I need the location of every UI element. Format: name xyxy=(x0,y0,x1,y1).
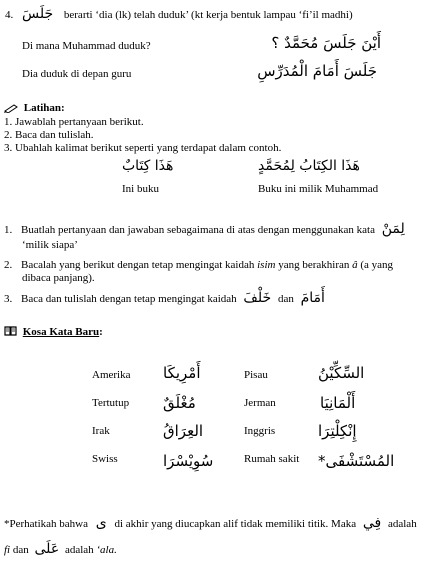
task-3-arabic-1: خَلْفَ xyxy=(243,290,272,306)
latihan-example-left-latin: Ini buku xyxy=(122,183,159,195)
task-1-text: Buatlah pertanyaan dan jawaban sebagaimana di atas dengan menggunakan kata xyxy=(21,224,375,236)
example-arabic-2: جَلَسَ أَمَامَ الْمُدَرِّسِ xyxy=(257,62,377,80)
note-ala: ‘ala. xyxy=(96,544,117,556)
note-arabic-ya: ى xyxy=(95,515,107,531)
note-fi: fi xyxy=(4,544,11,556)
vocab-left-latin-4: Swiss xyxy=(92,453,118,465)
vocab-right-latin-2: Jerman xyxy=(244,397,276,409)
vocab-right-arabic-4: المُسْتَشْفَى* xyxy=(318,452,395,470)
intro-number: 4. xyxy=(5,9,14,21)
note-arabic-ala: عَلَى xyxy=(34,541,60,557)
task-3-number: 3. xyxy=(4,293,13,305)
vocab-left-arabic-2: مُغْلَقٌ xyxy=(163,394,196,412)
example-latin-1: Di mana Muhammad duduk? xyxy=(22,40,151,52)
intro-text: berarti ‘dia (lk) telah duduk’ (kt kerja bentuk lampau ‘fi’il madhi) xyxy=(63,9,353,21)
intro-arabic: جَلَسَ xyxy=(22,6,54,22)
vocab-left-latin-2: Tertutup xyxy=(92,397,130,409)
task-2-text-c: yang berakhiran xyxy=(278,259,350,271)
latihan-title: Latihan: xyxy=(23,102,65,114)
vocab-right-latin-3: Inggris xyxy=(244,425,276,437)
task-3-arabic-2: أَمَامَ xyxy=(300,290,325,306)
latihan-example-left-arabic: هَذَا كِتَابٌ xyxy=(122,158,174,174)
task-2-line2: dibaca panjang). xyxy=(22,272,95,284)
task-3-text-a: Baca dan tulislah dengan tetap mengingat kaidah xyxy=(21,293,237,305)
vocab-right-latin-4: Rumah sakit xyxy=(244,453,300,465)
kosa-heading xyxy=(4,326,103,338)
example-latin-2: Dia duduk di depan guru xyxy=(22,68,132,80)
note-text-a: *Perhatikah bahwa xyxy=(4,518,88,530)
task-1 xyxy=(4,221,405,237)
latihan-item-3: 3. Ubahlah kalimat berikut seperti yang terdapat dalam contoh. xyxy=(4,142,282,154)
latihan-example-right-latin: Buku ini milik Muhammad xyxy=(258,183,379,195)
task-1-number: 1. xyxy=(4,224,13,236)
example-arabic-1: أَيْنَ جَلَسَ مُحَمَّدٌ ؟ xyxy=(271,34,381,52)
task-1-arabic: لِمَنْ xyxy=(381,221,405,237)
latihan-item-1: 1. Jawablah pertanyaan berikut. xyxy=(4,116,144,128)
pencil-icon xyxy=(4,104,18,113)
vocab-left-arabic-3: العِرَاقُ xyxy=(163,422,204,440)
vocab-left-latin-1: Amerika xyxy=(92,369,131,381)
vocab-right-arabic-1: السِّكِّيْنُ xyxy=(318,364,365,382)
task-2-text-a: Bacalah yang berikut dengan tetap mengingat kaidah xyxy=(21,259,255,271)
kosa-colon: : xyxy=(99,326,103,338)
note-arabic-fi: فِي xyxy=(362,515,382,531)
vocab-right-arabic-3: إِنْكِلْتِرَا xyxy=(318,422,357,440)
task-3-text-b: dan xyxy=(277,293,294,305)
task-3 xyxy=(4,290,325,306)
book-icon xyxy=(4,326,17,336)
task-1-line2: ‘milik siapa’ xyxy=(22,239,78,251)
note-text-c: adalah xyxy=(387,518,417,530)
kosa-title: Kosa Kata Baru xyxy=(22,326,100,338)
note-line-1 xyxy=(4,515,417,531)
intro-line xyxy=(5,6,353,22)
vocab-right-latin-1: Pisau xyxy=(244,369,268,381)
vocab-right-arabic-2: أَلْمَانِيَا xyxy=(320,394,356,412)
task-2-number: 2. xyxy=(4,259,13,271)
vocab-left-arabic-4: سُوِيْسْرَا xyxy=(163,452,214,470)
note-line-2 xyxy=(4,541,117,557)
note-text-d: dan xyxy=(12,544,29,556)
note-text-b: di akhir yang diucapkan alif tidak memiliki titik. Maka xyxy=(114,518,357,530)
task-2-a-long: â xyxy=(352,259,358,271)
latihan-heading xyxy=(4,102,65,114)
vocab-left-arabic-1: أَمْرِيكَا xyxy=(163,364,201,382)
latihan-item-2: 2. Baca dan tulislah. xyxy=(4,129,94,141)
latihan-example-right-arabic: هَذَا الكِتَابُ لِمُحَمَّدٍ xyxy=(258,158,360,174)
task-2-text-e: (a yang xyxy=(360,259,394,271)
task-2 xyxy=(4,259,393,271)
vocab-left-latin-3: Irak xyxy=(92,425,110,437)
task-2-isim: isim xyxy=(257,259,276,271)
note-text-e: adalah xyxy=(64,544,94,556)
